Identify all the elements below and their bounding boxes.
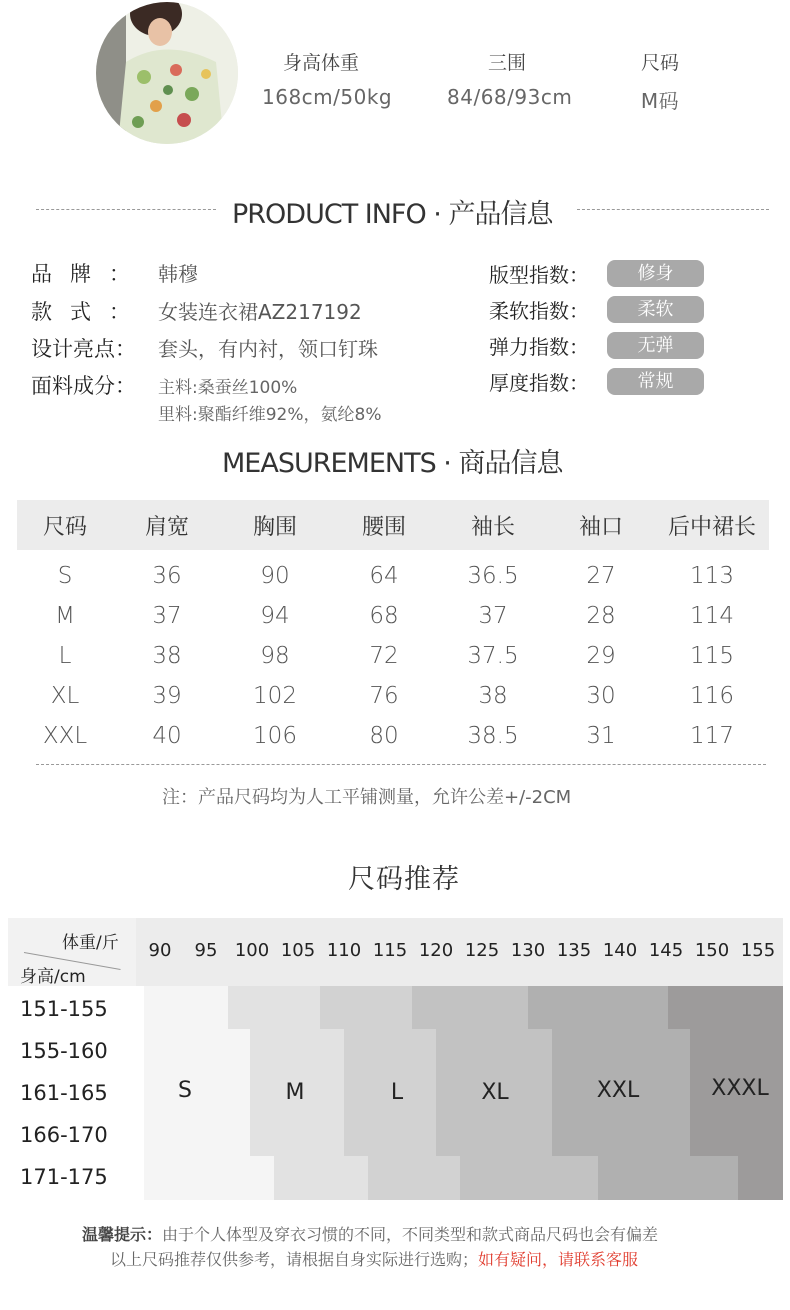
table-cell: 115	[690, 643, 734, 669]
weight-tick: 145	[648, 940, 684, 961]
table-cell: S	[57, 563, 73, 589]
size-label-xxl: XXL	[596, 1078, 640, 1103]
stat-value: M码	[640, 89, 680, 113]
weight-tick: 100	[234, 940, 270, 961]
table-row	[17, 556, 769, 596]
table-cell: 29	[586, 643, 616, 669]
index-row-elasticity	[489, 327, 704, 363]
stat-value: 168cm/50kg	[262, 85, 393, 109]
table-cell: 38.5	[467, 723, 519, 749]
table-cell: 116	[690, 683, 734, 709]
column-header: 胸围	[221, 500, 329, 550]
table-row	[17, 716, 769, 756]
table-cell: 94	[260, 603, 290, 629]
index-badge: 无弹	[607, 332, 704, 359]
table-row	[17, 676, 769, 716]
size-block-s	[144, 986, 228, 1029]
weight-tick: 95	[194, 940, 218, 961]
size-label-m: M	[285, 1080, 305, 1105]
table-cell: 40	[152, 723, 182, 749]
table-cell: 36.5	[467, 563, 519, 589]
column-header: 腰围	[329, 500, 439, 550]
size-label-xl: XL	[481, 1080, 509, 1105]
weight-tick: 115	[372, 940, 408, 961]
size-block-l	[344, 1029, 436, 1072]
table-cell: 30	[586, 683, 616, 709]
weight-tick: 125	[464, 940, 500, 961]
index-row-fit	[489, 255, 704, 291]
table-cell: 76	[369, 683, 399, 709]
table-cell: 28	[586, 603, 616, 629]
size-block-xl	[436, 1114, 552, 1157]
index-badge: 修身	[607, 260, 704, 287]
table-header-row	[17, 500, 769, 550]
size-block-m	[250, 1114, 344, 1157]
index-badge: 柔软	[607, 296, 704, 323]
index-key: 柔软指数：	[489, 298, 589, 323]
table-cell: 64	[369, 563, 399, 589]
weight-tick: 120	[418, 940, 454, 961]
divider-left	[36, 209, 216, 210]
index-key: 版型指数：	[489, 262, 589, 287]
height-range: 155-160	[20, 1039, 108, 1063]
info-value: 女装连衣裙AZ217192	[158, 300, 362, 324]
table-cell: 90	[260, 563, 290, 589]
size-block-m	[250, 1029, 344, 1072]
footer-line-1	[82, 1222, 658, 1245]
weight-tick: 90	[148, 940, 172, 961]
stat-value: 84/68/93cm	[447, 85, 573, 109]
size-block-xxl	[552, 1114, 690, 1157]
table-cell: XXL	[42, 723, 88, 749]
column-header: 尺码	[17, 500, 113, 550]
weight-tick: 105	[280, 940, 316, 961]
footer-text: 以上尺码推荐仅供参考，请根据自身实际进行选购；	[110, 1250, 479, 1269]
size-label-s: S	[178, 1078, 192, 1103]
table-cell: 31	[586, 723, 616, 749]
info-value-secondary: 里料:聚酯纤维92%，氨纶8%	[158, 405, 382, 425]
column-header: 袖长	[439, 500, 547, 550]
size-label-xxxl: XXXL	[711, 1076, 769, 1101]
table-cell: 37	[478, 603, 508, 629]
table-cell: 113	[690, 563, 734, 589]
weight-axis-label: 体重/斤	[62, 933, 119, 953]
table-row	[17, 636, 769, 676]
measurements-table	[17, 500, 769, 756]
size-block-s	[144, 1114, 250, 1157]
measurement-note: 注：产品尺码均为人工平铺测量，允许公差+/-2CM	[162, 787, 572, 808]
measurements-title: MEASUREMENTS · 商品信息	[222, 448, 563, 479]
size-block-xxxl	[738, 1156, 783, 1199]
index-row-softness	[489, 291, 704, 327]
size-block-xxxl	[690, 1114, 783, 1157]
divider-right	[577, 209, 769, 210]
size-block-xxxl	[690, 1029, 783, 1072]
size-label-l: L	[390, 1080, 404, 1105]
table-row	[17, 596, 769, 636]
info-row-brand	[31, 258, 381, 296]
table-cell: 102	[253, 683, 297, 709]
table-cell: XL	[50, 683, 80, 709]
stat-label: 身高体重	[282, 52, 359, 74]
model-photo	[96, 2, 238, 144]
table-cell: 36	[152, 563, 182, 589]
info-key: 品牌：	[31, 262, 148, 286]
table-cell: 27	[586, 563, 616, 589]
index-row-thickness	[489, 363, 704, 399]
height-axis-label: 身高/cm	[20, 967, 86, 987]
size-block-l	[320, 986, 412, 1029]
size-block-xl	[412, 986, 528, 1029]
table-cell: 114	[690, 603, 734, 629]
weight-tick: 150	[694, 940, 730, 961]
size-block-s	[144, 1029, 250, 1072]
size-block-xxl	[552, 1029, 690, 1072]
table-cell: 39	[152, 683, 182, 709]
table-cell: 106	[253, 723, 297, 749]
info-value: 套头，有内衬，领口钉珠	[158, 337, 378, 361]
size-block-l	[344, 1114, 436, 1157]
table-cell: 72	[369, 643, 399, 669]
size-chart-title: 尺码推荐	[348, 864, 460, 895]
table-cell: 37.5	[467, 643, 519, 669]
info-row-fabric-lining	[31, 400, 381, 430]
size-block-xl	[460, 1156, 598, 1199]
height-range: 151-155	[20, 997, 108, 1021]
size-block-xxxl	[668, 986, 783, 1029]
size-block-m	[228, 986, 320, 1029]
height-range: 171-175	[20, 1165, 108, 1189]
footer-text: 由于个人体型及穿衣习惯的不同，不同类型和款式商品尺码也会有偏差	[162, 1225, 659, 1244]
info-row-fabric	[31, 370, 381, 400]
model-stat-measurements	[447, 48, 573, 109]
table-divider	[36, 764, 766, 765]
product-index-list	[489, 255, 704, 399]
index-badge: 常规	[607, 368, 704, 395]
weight-tick: 155	[740, 940, 776, 961]
info-value: 主料:桑蚕丝100%	[158, 378, 298, 398]
height-range: 166-170	[20, 1123, 108, 1147]
table-cell: M	[55, 603, 75, 629]
height-range: 161-165	[20, 1081, 108, 1105]
product-info-title: PRODUCT INFO · 产品信息	[232, 199, 553, 230]
info-row-design	[31, 333, 381, 370]
model-stat-height-weight	[262, 48, 393, 109]
weight-tick: 130	[510, 940, 546, 961]
footer-prefix: 温馨提示：	[82, 1225, 163, 1244]
table-cell: 38	[478, 683, 508, 709]
column-header: 袖口	[547, 500, 655, 550]
footer-line-2	[110, 1247, 638, 1270]
size-block-xxl	[528, 986, 668, 1029]
weight-tick: 135	[556, 940, 592, 961]
index-key: 弹力指数：	[489, 334, 589, 359]
info-key: 款式：	[31, 300, 148, 324]
size-block-s	[144, 1156, 274, 1199]
info-key: 设计亮点：	[31, 337, 136, 361]
info-row-style	[31, 296, 381, 333]
table-cell: 98	[260, 643, 290, 669]
size-block-l	[368, 1156, 460, 1199]
table-cell: 80	[369, 723, 399, 749]
weight-tick: 140	[602, 940, 638, 961]
size-block-m	[274, 1156, 368, 1199]
column-header: 肩宽	[113, 500, 221, 550]
weight-tick: 110	[326, 940, 362, 961]
info-value: 韩穆	[158, 262, 198, 286]
stat-label: 三围	[487, 52, 526, 74]
model-stat-size	[620, 48, 700, 114]
table-cell: L	[58, 643, 72, 669]
product-info-list	[31, 258, 381, 430]
table-cell: 38	[152, 643, 182, 669]
info-key: 面料成分：	[31, 374, 136, 398]
table-cell: 68	[369, 603, 399, 629]
table-cell: 37	[152, 603, 182, 629]
size-block-xxl	[598, 1156, 738, 1199]
table-cell: 117	[690, 723, 734, 749]
index-key: 厚度指数：	[489, 370, 589, 395]
stat-label: 尺码	[640, 52, 679, 74]
column-header: 后中裙长	[655, 500, 769, 550]
size-block-xl	[436, 1029, 552, 1072]
contact-service-link[interactable]: 如有疑问，请联系客服	[478, 1250, 639, 1269]
